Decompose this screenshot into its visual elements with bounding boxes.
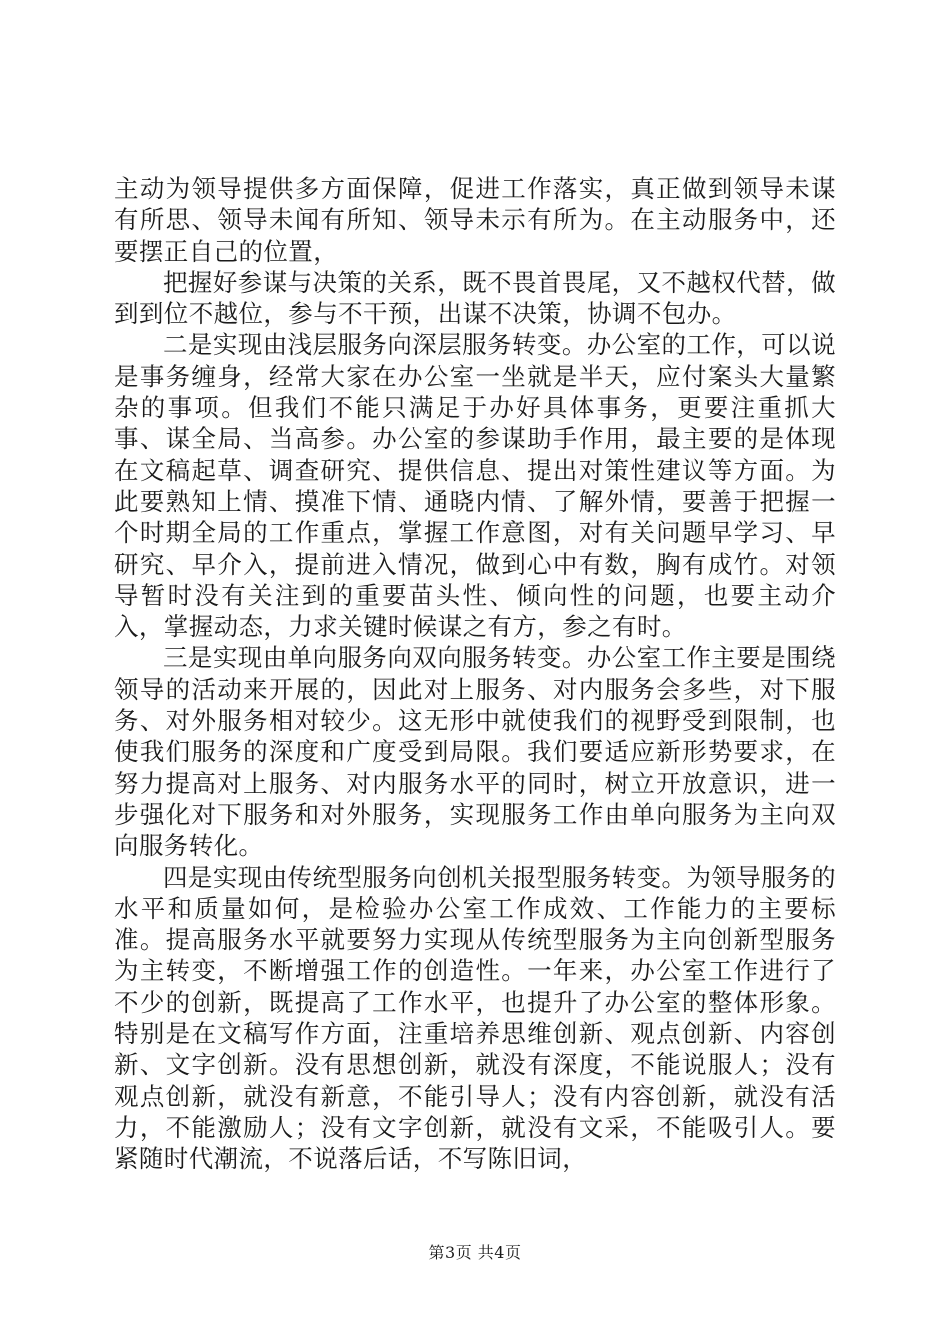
- document-body: [114, 173, 836, 1175]
- paragraph-4: 三是实现由单向服务向双向服务转变。办公室工作主要是围绕领导的活动来开展的，因此对上服务、对内服务会多些，对下服务、对外服务相对较少。这无形中就使我们的视野受到限制，也使我们服务的深度和广度受到局限。我们要适应新形势要求，在努力提高对上服务、对内服务水平的同时，树立开放意识，进一步强化对下服务和对外服务，实现服务工作由单向服务为主向双向服务转化。: [114, 643, 836, 861]
- paragraph-5: 四是实现由传统型服务向创机关报型服务转变。为领导服务的水平和质量如何，是检验办公室工作成效、工作能力的主要标准。提高服务水平就要努力实现从传统型服务为主向创新型服务为主转变，不断增强工作的创造性。一年来，办公室工作进行了不少的创新，既提高了工作水平，也提升了办公室的整体形象。特别是在文稿写作方面，注重培养思维创新、观点创新、内容创新、文字创新。没有思想创新，就没有深度，不能说服人；没有观点创新，就没有新意，不能引导人；没有内容创新，就没有活力，不能激励人；没有文字创新，就没有文采，不能吸引人。要紧随时代潮流，不说落后话，不写陈旧词，: [114, 862, 836, 1174]
- paragraph-2: 把握好参谋与决策的关系，既不畏首畏尾，又不越权代替，做到到位不越位，参与不干预，出谋不决策，协调不包办。: [114, 267, 836, 329]
- paragraph-1: 主动为领导提供多方面保障，促进工作落实，真正做到领导未谋有所思、领导未闻有所知、领导未示有所为。在主动服务中，还要摆正自己的位置，: [114, 174, 836, 266]
- paragraph-3: 二是实现由浅层服务向深层服务转变。办公室的工作，可以说是事务缠身，经常大家在办公室一坐就是半天，应付案头大量繁杂的事项。但我们不能只满足于办好具体事务，更要注重抓大事、谋全局、当高参。办公室的参谋助手作用，最主要的是体现在文稿起草、调查研究、提供信息、提出对策性建议等方面。为此要熟知上情、摸准下情、通晓内情、了解外情，要善于把握一个时期全局的工作重点，掌握工作意图，对有关问题早学习、早研究、早介入，提前进入情况，做到心中有数，胸有成竹。对领导暂时没有关注到的重要苗头性、倾向性的问题，也要主动介入，掌握动态，力求关键时候谋之有方，参之有时。: [114, 330, 836, 642]
- page-number-footer: 第3页 共4页: [428, 1243, 522, 1262]
